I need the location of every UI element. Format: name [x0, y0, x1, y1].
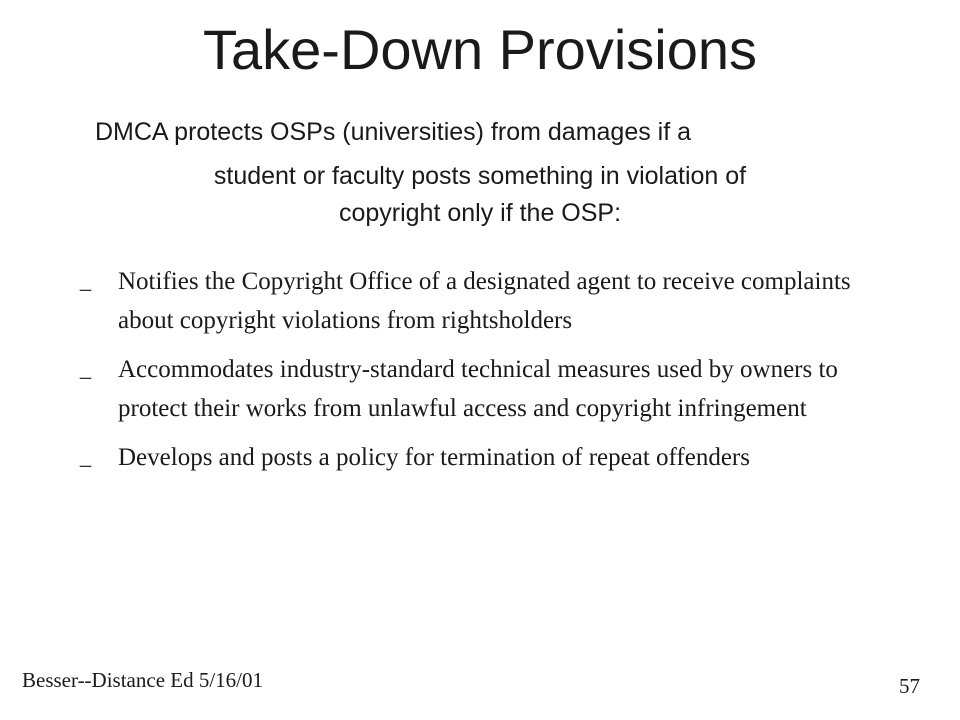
footer-credit: Besser--Distance Ed 5/16/01	[22, 668, 264, 692]
bullet-text: Accommodates industry-standard technical measures used by owners to protect their works from unlawful access and copyright infringement	[118, 356, 838, 422]
page-number: 57	[899, 674, 920, 698]
bullet-text: Develops and posts a policy for termination of repeat offenders	[118, 444, 750, 471]
intro-line-2: student or faculty posts something in violation of	[213, 162, 747, 190]
list-item	[76, 350, 896, 428]
bullet-marker: _	[80, 446, 92, 468]
intro-line-1: DMCA protects OSPs (universities) from damages if a	[95, 118, 692, 146]
bullet-marker: _	[80, 270, 92, 292]
bullet-text: Notifies the Copyright Office of a designated agent to receive complaints about copyright violations from rightsholders	[118, 268, 851, 334]
slide-title: Take-Down Provisions	[203, 18, 757, 81]
list-item	[76, 262, 896, 340]
requirements-list	[76, 262, 896, 487]
intro-paragraph	[90, 110, 870, 228]
intro-line-3: copyright only if the OSP:	[338, 199, 622, 227]
bullet-marker: _	[80, 358, 92, 380]
list-item	[76, 438, 896, 477]
